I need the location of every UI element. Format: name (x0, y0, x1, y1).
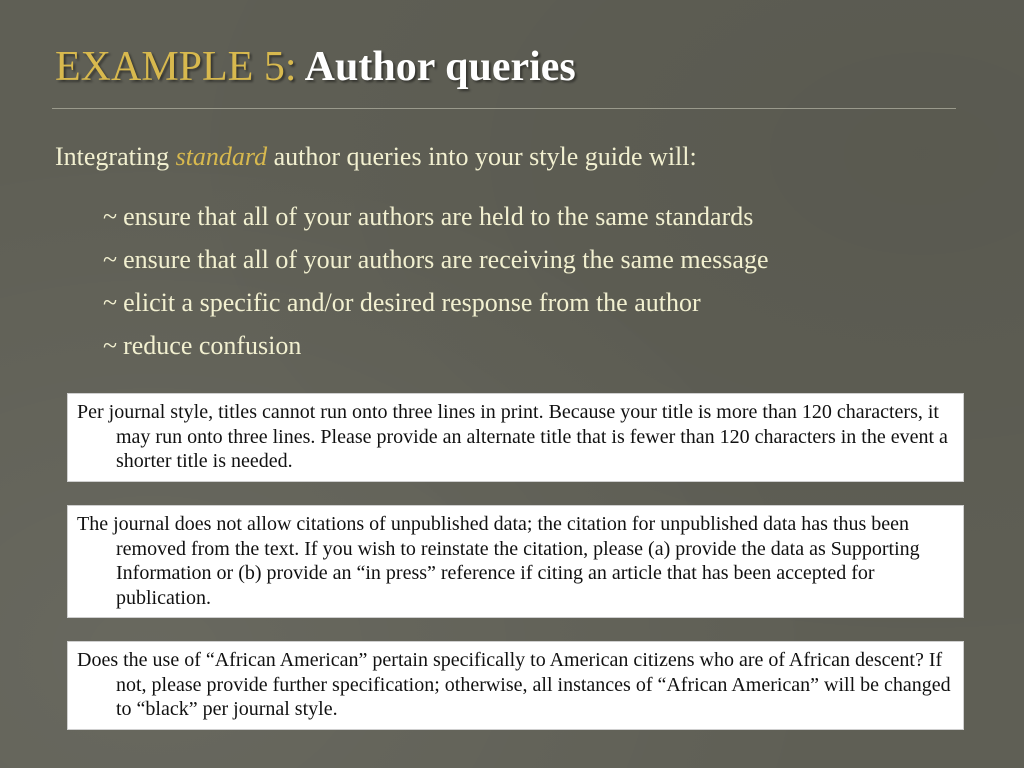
benefit-list (103, 201, 769, 373)
bullet-marker: ~ (103, 245, 118, 274)
intro-text (55, 142, 697, 172)
query-box-title-length (67, 393, 964, 482)
list-item-text: reduce confusion (123, 331, 302, 360)
list-item-text: ensure that all of your authors are receiving the same message (123, 245, 769, 274)
intro-emphasis: standard (175, 142, 268, 171)
list-item (103, 201, 769, 244)
title-prefix: EXAMPLE 5: (55, 44, 297, 90)
query-box-terminology (67, 641, 964, 730)
list-item (103, 287, 769, 330)
title-divider (52, 108, 956, 109)
list-item (103, 330, 769, 373)
query-text: Per journal style, titles cannot run onto three lines in print. Because your title is more than 120 characters, it may run onto three lines. Please provide an alternate title that is fewer than 120 characters in the event a shorter title is needed. (77, 401, 948, 472)
slide-title (55, 44, 576, 90)
query-box-unpublished-data (67, 505, 964, 618)
title-main: Author queries (296, 44, 576, 90)
query-text: Does the use of “African American” pertain specifically to American citizens who are of African descent? If not, please provide further specification; otherwise, all instances of “African American” will be changed to “black” per journal style. (77, 649, 951, 720)
query-text: The journal does not allow citations of unpublished data; the citation for unpublished data has thus been removed from the text. If you wish to reinstate the citation, please (a) provide the data as Supporting Information or (b) provide an “in press” reference if citing an article that has been accepted for publication. (77, 513, 920, 609)
intro-before: Integrating (55, 142, 176, 171)
bullet-marker: ~ (103, 331, 118, 360)
bullet-marker: ~ (103, 202, 118, 231)
list-item-text: ensure that all of your authors are held to the same standards (123, 202, 754, 231)
list-item (103, 244, 769, 287)
list-item-text: elicit a specific and/or desired response from the author (123, 288, 701, 317)
intro-after: author queries into your style guide will: (267, 142, 697, 171)
bullet-marker: ~ (103, 288, 118, 317)
